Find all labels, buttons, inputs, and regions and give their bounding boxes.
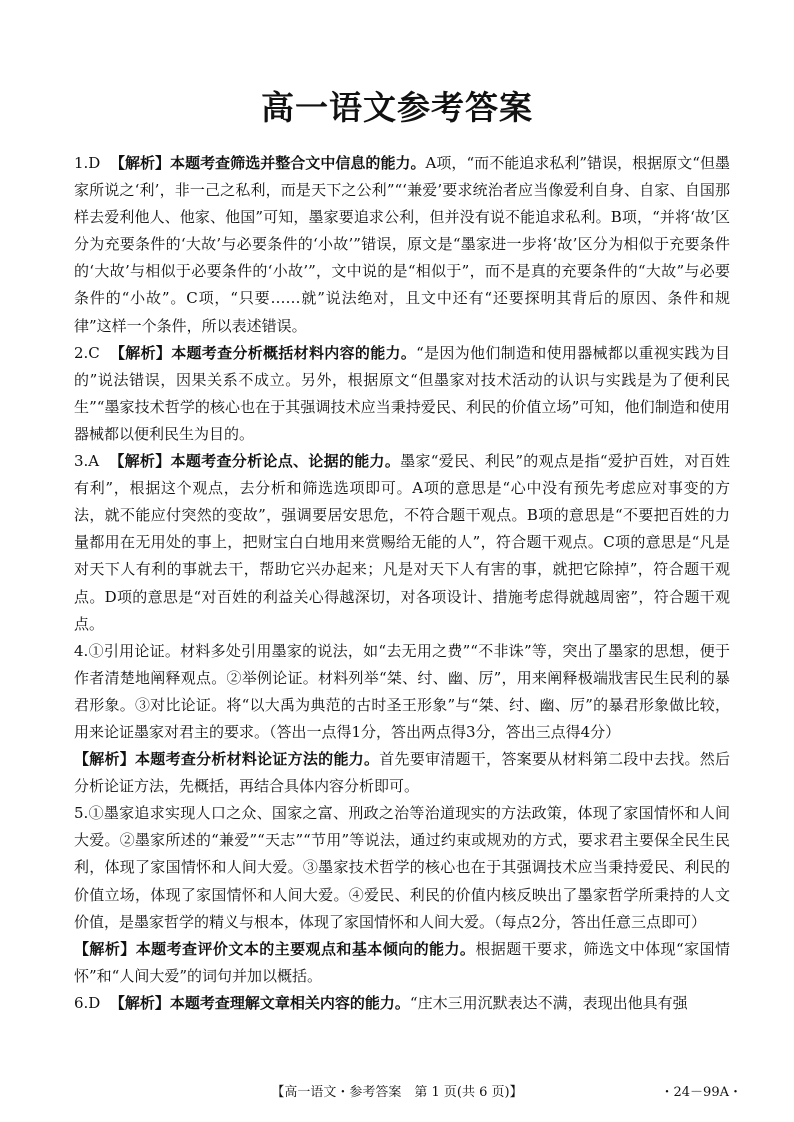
- footer-page-info: 【高一语文・参考答案 第 1 页(共 6 页)】: [271, 1085, 523, 1100]
- answer-analysis-heading: 【解析】本题考查筛选并整合文中信息的能力。: [109, 154, 426, 172]
- analysis-text: 首先要审清题干，答案要从材料第二段中去找。然后分析论证方法，先概括，再结合具体内容分析即可。: [74, 750, 730, 796]
- analysis-heading: 【解析】本题考查分析材料论证方法的能力。: [74, 750, 380, 769]
- answer-2: [74, 340, 730, 448]
- answer-6: [74, 990, 730, 1017]
- answer-4: [74, 638, 730, 746]
- answer-number: 5.: [74, 804, 89, 823]
- answer-analysis-heading: 【解析】本题考查理解文章相关内容的能力。: [109, 993, 410, 1012]
- answer-1: [74, 150, 730, 340]
- answer-number: 3.A: [74, 452, 100, 471]
- answer-analysis-heading: 【解析】本题考查分析概括材料内容的能力。: [109, 343, 417, 362]
- answer-text: “庄木三用沉默表达不满，表现出他具有强: [409, 993, 688, 1012]
- answer-text: “是因为他们制造和使用器械都以重视实践为目的”说法错误，因果关系不成立。另外，根据原文“但墨家对技术活动的认识与实践是为了便利民生”“墨家技术哲学的核心也在于其强调技术应当秉持爱民、利民的价值立场”可知，他们制造和使用器械都以便利民生为目的。: [74, 343, 730, 443]
- answer-analysis-heading: 【解析】本题考查分析论点、论据的能力。: [109, 452, 401, 471]
- analysis-heading: 【解析】本题考查评价文本的主要观点和基本倾向的能力。: [74, 939, 476, 958]
- answer-5-analysis: [74, 936, 730, 990]
- answer-text: ①墨家追求实现人口之众、国家之富、刑政之治等治道现实的方法政策，体现了家国情怀和人间大爱。②墨家所述的“兼爱”“天志”“节用”等说法，通过约束或规劝的方式，要求君主要保全民生民利，体现了家国情怀和人间大爱。③墨家技术哲学的核心也在于其强调技术应当秉持爱民、利民的价值立场，体现了家国情怀和人间大爱。④爱民、利民的价值内核反映出了墨家哲学所秉持的人文价值，是墨家哲学的精义与根本，体现了家国情怀和人间大爱。（每点2分，答出任意三点即可）: [74, 804, 730, 931]
- footer-code: ・24－99A・: [660, 1085, 742, 1100]
- answer-list: [74, 150, 730, 1017]
- answer-text: A项，“而不能追求私利”错误，根据原文“但墨家所说之‘利’，非一己之私利，而是天下之公利”“‘兼爱’要求统治者应当像爱利自身、自家、自国那样去爱利他人、他家、他国”可知，墨家要追求公利，但并没有说不能追求私利。B项，“并将‘故’区分为充要条件的‘大故’与必要条件的‘小故’”错误，原文是“墨家进一步将‘故’区分为相似于充要条件的‘大故’与相似于必要条件的‘小故’”，文中说的是“相似于”，而不是真的充要条件的“大故”与必要条件的“小故”。C项，“只要……就”说法绝对，且文中还有“还要探明其背后的原因、条件和规律”这样一个条件，所以表述错误。: [74, 154, 730, 335]
- answer-number: 6.D: [74, 993, 101, 1012]
- answer-4-analysis: [74, 746, 730, 800]
- answer-number: 4.: [74, 641, 89, 660]
- answer-text: 墨家“爱民、利民”的观点是指“爱护百姓，对百姓有利”，根据这个观点，去分析和筛选选项即可。A项的意思是“心中没有预先考虑应对事变的方法，就不能应付突然的变故”，强调要居安思危，不符合题干观点。B项的意思是“不要把百姓的力量都用在无用处的事上，把财宝白白地用来赏赐给无能的人”，符合题干观点。C项的意思是“凡是对天下人有利的事就去干，帮助它兴办起来；凡是对天下人有害的事，就把它除掉”，符合题干观点。D项的意思是“对百姓的利益关心得越深切，对各项设计、措施考虑得就越周密”，符合题干观点。: [74, 452, 730, 633]
- answer-5: [74, 800, 730, 935]
- answer-number: 2.C: [74, 343, 100, 362]
- answer-3: [74, 448, 730, 638]
- answer-text: ①引用论证。材料多处引用墨家的说法，如“去无用之费”“不非诛”等，突出了墨家的思想，便于作者清楚地阐释观点。②举例论证。材料列举“桀、纣、幽、厉”，用来阐释极端戕害民生民利的暴君形象。③对比论证。将“以大禹为典范的古时圣王形象”与“桀、纣、幽、厉”的暴君形象做比较，用来论证墨家对君主的要求。（答出一点得1分，答出两点得3分，答出三点得4分）: [74, 641, 730, 741]
- page-title: 高一语文参考答案: [261, 88, 533, 127]
- answer-number: 1.D: [74, 154, 101, 172]
- analysis-text: 根据题干要求，筛选文中体现“家国情怀”和“人间大爱”的词句并加以概括。: [74, 939, 730, 985]
